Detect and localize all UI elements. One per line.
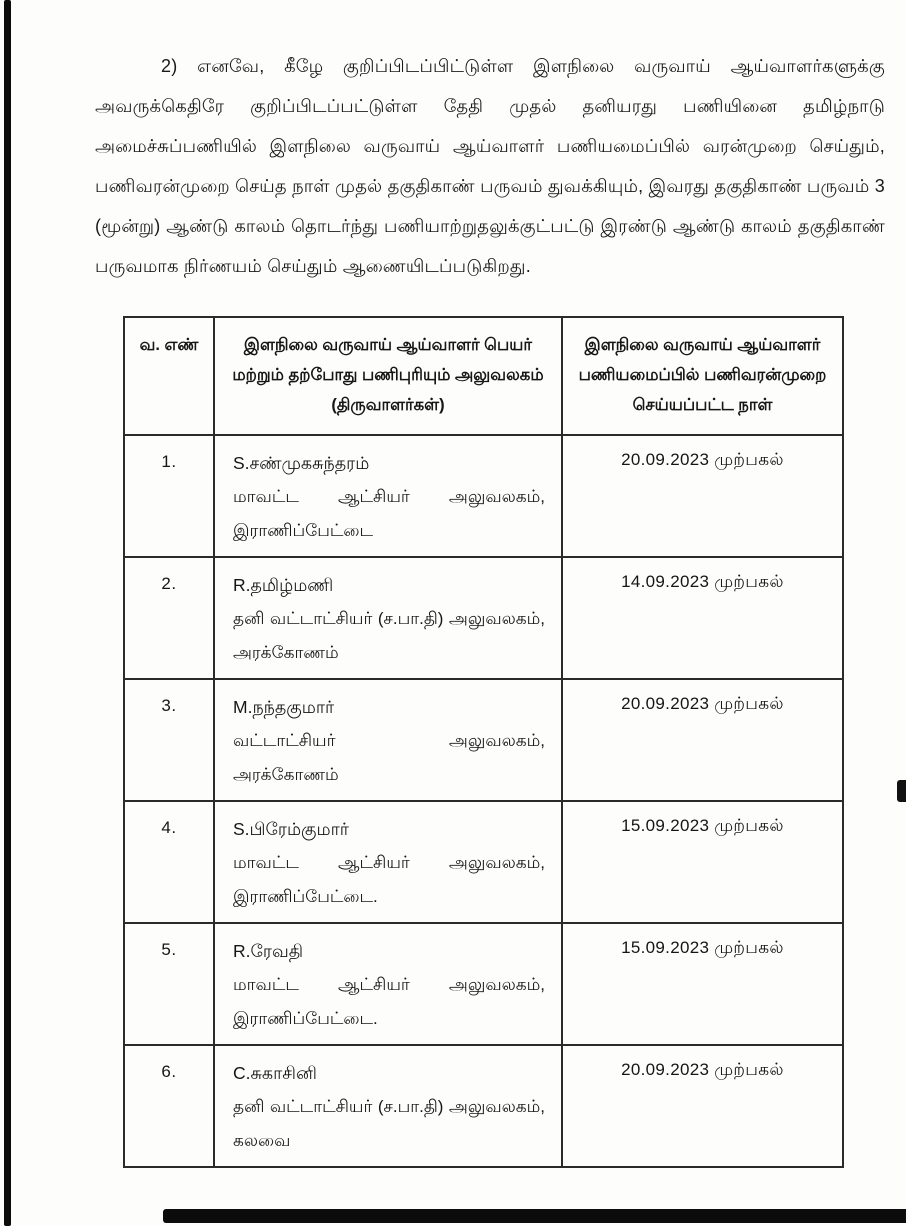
table-row — [124, 557, 843, 679]
table-header-row — [124, 317, 843, 435]
cell-date: 15.09.2023 முற்பகல் — [562, 923, 843, 1045]
office-line: தனி வட்டாட்சியர் (ச.பா.தி) அலுவலகம், — [233, 1097, 545, 1116]
cell-serial: 6. — [124, 1045, 214, 1167]
scan-strip-bottom — [163, 1209, 906, 1223]
cell-serial: 2. — [124, 557, 214, 679]
office-line: அரக்கோணம் — [233, 643, 339, 662]
person-name: S.பிரேம்குமார் — [233, 819, 349, 839]
office-lines — [233, 602, 545, 670]
cell-serial: 3. — [124, 679, 214, 801]
person-name: M.நந்தகுமார் — [233, 697, 335, 717]
table-row — [124, 679, 843, 801]
cell-name-office — [214, 801, 562, 923]
cell-serial: 4. — [124, 801, 214, 923]
table-body — [124, 435, 843, 1167]
cell-date: 20.09.2023 முற்பகல் — [562, 1045, 843, 1167]
body-paragraph: 2) எனவே, கீழே குறிப்பிடப்பிட்டுள்ள இளநிலை வருவாய் ஆய்வாளர்களுக்கு அவருக்கெதிரே குறிப்பிடப்பட்டுள்ள தேதி முதல் தனியரது பணியினை தமிழ்நாடு அமைச்சுப்பணியில் இளநிலை வருவாய் ஆய்வாளர் பணியமைப்பில் வரன்முறை செய்தும், பணிவரன்முறை செய்த நாள் முதல் தகுதிகாண் பருவம் துவக்கியும், இவரது தகுதிகாண் பருவம் 3 (மூன்று) ஆண்டு காலம் தொடர்ந்து பணியாற்றுதலுக்குட்பட்டு இரண்டு ஆண்டு காலம் தகுதிகாண் பருவமாக நிர்ணயம் செய்தும் ஆணையிடப்படுகிறது. — [95, 56, 885, 276]
cell-date: 20.09.2023 முற்பகல் — [562, 435, 843, 557]
office-line: தனி வட்டாட்சியர் (ச.பா.தி) அலுவலகம், — [233, 609, 545, 628]
person-name: R.ரேவதி — [233, 941, 304, 961]
office-line: மாவட்ட ஆட்சியர் அலுவலகம், — [233, 853, 545, 872]
table-row — [124, 1045, 843, 1167]
office-lines — [233, 724, 545, 792]
office-line: இராணிப்பேட்டை — [233, 521, 374, 540]
scan-mark-right — [897, 780, 906, 802]
appointments-table — [123, 316, 844, 1168]
cell-date: 20.09.2023 முற்பகல் — [562, 679, 843, 801]
cell-name-office — [214, 679, 562, 801]
office-lines — [233, 846, 545, 914]
cell-name-office — [214, 557, 562, 679]
cell-serial: 5. — [124, 923, 214, 1045]
office-line: இராணிப்பேட்டை. — [233, 887, 378, 906]
document-content — [95, 46, 885, 1168]
header-name-office: இளநிலை வருவாய் ஆய்வாளர் பெயர் மற்றும் தற்போது பணிபுரியும் அலுவலகம் (திருவாளர்கள்) — [214, 317, 562, 435]
header-appointment-date: இளநிலை வருவாய் ஆய்வாளர் பணியமைப்பில் பணிவரன்முறை செய்யப்பட்ட நாள் — [562, 317, 843, 435]
cell-date: 15.09.2023 முற்பகல் — [562, 801, 843, 923]
table-row — [124, 435, 843, 557]
office-lines — [233, 480, 545, 548]
office-lines — [233, 968, 545, 1036]
cell-date: 14.09.2023 முற்பகல் — [562, 557, 843, 679]
office-line: இராணிப்பேட்டை. — [233, 1009, 378, 1028]
header-serial-number: வ. எண் — [124, 317, 214, 435]
table-row — [124, 801, 843, 923]
person-name: R.தமிழ்மணி — [233, 575, 334, 595]
office-line: அரக்கோணம் — [233, 765, 339, 784]
office-line: மாவட்ட ஆட்சியர் அலுவலகம், — [233, 975, 545, 994]
office-line: வட்டாட்சியர் அலுவலகம், — [233, 731, 545, 750]
office-line: மாவட்ட ஆட்சியர் அலுவலகம், — [233, 487, 545, 506]
table-row — [124, 923, 843, 1045]
person-name: S.சண்முகசுந்தரம் — [233, 453, 370, 473]
cell-name-office — [214, 923, 562, 1045]
office-lines — [233, 1090, 545, 1158]
cell-serial: 1. — [124, 435, 214, 557]
person-name: C.சுகாசினி — [233, 1063, 317, 1083]
scan-edge-left — [4, 0, 11, 1226]
cell-name-office — [214, 435, 562, 557]
cell-name-office — [214, 1045, 562, 1167]
office-line: கலவை — [233, 1131, 291, 1150]
